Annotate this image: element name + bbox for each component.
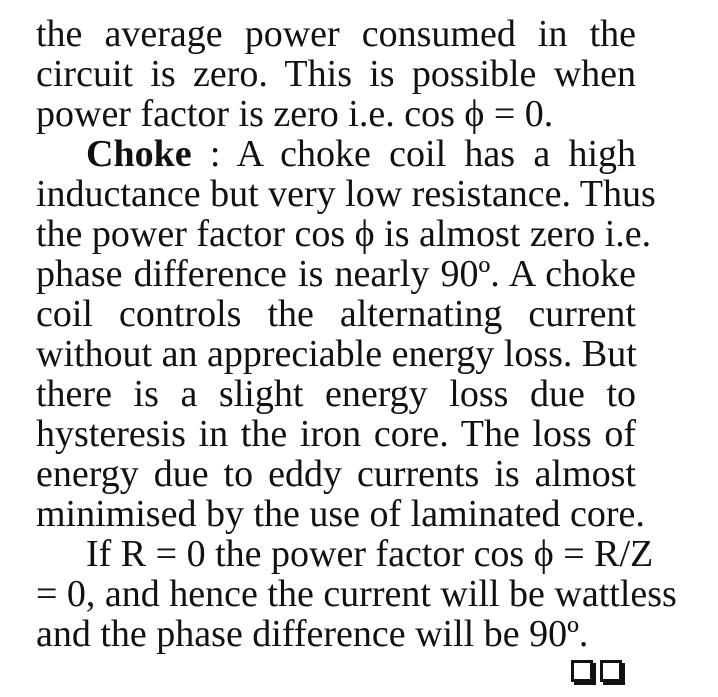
text-line: minimised by the use of laminated core. bbox=[36, 493, 645, 535]
text-line: the power factor cos ϕ is almost zero i.e. bbox=[36, 213, 652, 255]
text-line: circuit is zero. This is possible when bbox=[36, 53, 636, 95]
text-line: the average power consumed in the bbox=[36, 13, 636, 55]
paragraph-2 bbox=[36, 133, 656, 535]
text-run: : A choke coil has a high bbox=[209, 133, 636, 175]
end-of-section-marks bbox=[571, 660, 622, 682]
text-line bbox=[36, 134, 636, 174]
text-line: If R = 0 the power factor cos ϕ = R/Z bbox=[86, 533, 654, 575]
text-line: coil controls the alternating current bbox=[36, 293, 636, 335]
text-line: = 0, and hence the current will be wattless bbox=[36, 573, 677, 615]
text-line: there is a slight energy loss due to bbox=[36, 373, 636, 415]
text-line: inductance but very low resistance. Thus bbox=[36, 173, 656, 215]
end-box-icon bbox=[600, 660, 622, 682]
text-page bbox=[36, 13, 677, 655]
text-line: and the phase difference will be 90º. bbox=[36, 613, 589, 655]
term-choke: Choke bbox=[86, 133, 192, 175]
paragraph-3 bbox=[36, 533, 677, 655]
paragraph-1 bbox=[36, 14, 636, 134]
text-line: power factor is zero i.e. cos ϕ = 0. bbox=[36, 93, 554, 135]
text-line: hysteresis in the iron core. The loss of bbox=[36, 413, 636, 455]
end-box-icon bbox=[571, 660, 593, 682]
text-line: energy due to eddy currents is almost bbox=[36, 453, 636, 495]
text-line: phase difference is nearly 90º. A choke bbox=[36, 253, 636, 295]
text-line: without an appreciable energy loss. But bbox=[36, 333, 637, 375]
